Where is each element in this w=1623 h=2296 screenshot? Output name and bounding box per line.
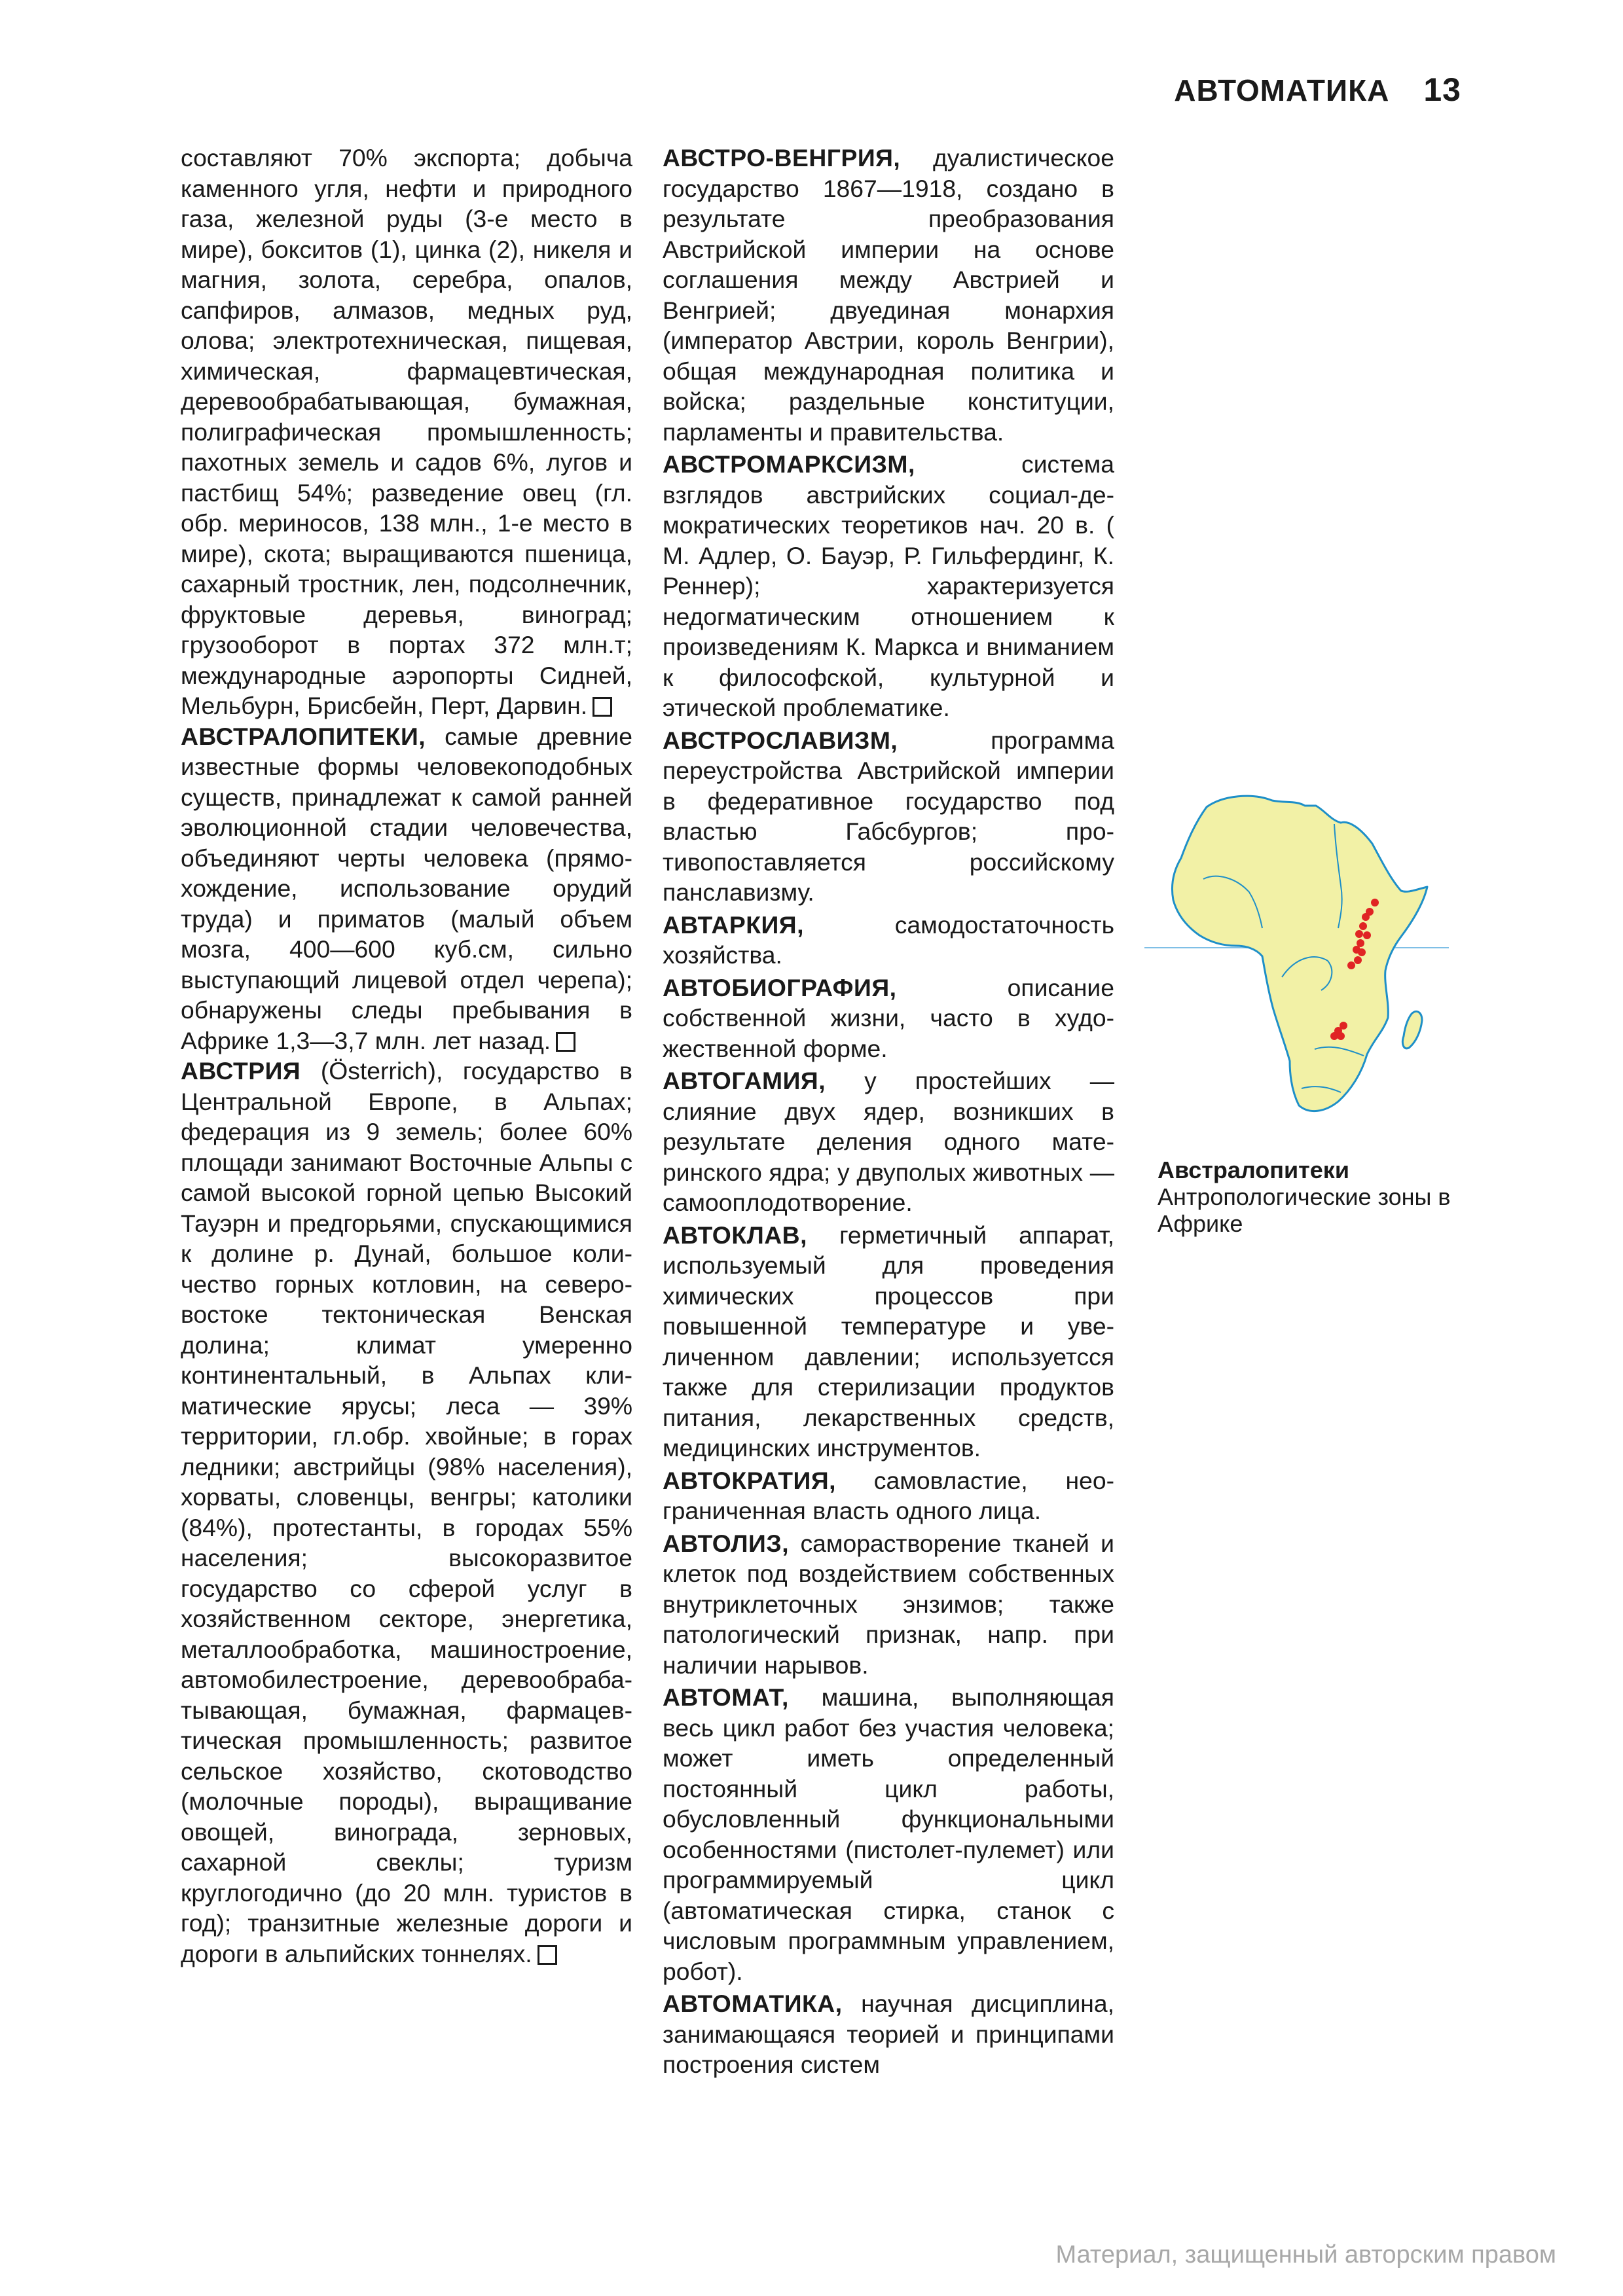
entry-text: самые древние известные формы человекоподобных существ, принадлежат к самой ранней эволюционной стадии человечества, объединяют черты человека (прямохождение, использование орудий труда) и приматов (малый объем мозга, 400—600 куб.см, сильно выступающий лицевой отдел черепа); обнаружены следы пребывания в Африке 1,3—3,7 млн. лет назад. [181, 722, 632, 1054]
site-marker [1354, 956, 1362, 964]
entry-autogamy [663, 1066, 1114, 1218]
entry-text: герметичный аппарат, используемый для проведения химических процессов при повышенной температуре и увеличенном давлении; используетсся также для стерилизации продуктов питания, лекарственных средств, медицинских инструментов. [663, 1221, 1114, 1462]
copyright-watermark: Материал, защищенный авторским правом [1055, 2241, 1556, 2269]
entry-headword: АВТАРКИЯ, [663, 910, 804, 939]
entry-end-mark [556, 1032, 575, 1052]
site-marker [1355, 930, 1363, 938]
entry-autocracy [663, 1465, 1114, 1526]
site-marker [1347, 961, 1355, 969]
entry-autarky [663, 910, 1114, 971]
entry-text: у простейших — слияние двух ядер, возникших в результате деления одного материнского ядра; у двуполых животных — самооплодотворение. [663, 1067, 1114, 1216]
entry-text: саморастворение тканей и клеток под воздействием собственных внутриклеточных энзимов; также патологический признак, напр. при наличии нарывов. [663, 1529, 1114, 1679]
entry-headword: АВСТРАЛОПИТЕКИ, [181, 722, 426, 750]
entry-austria [181, 1056, 632, 1969]
site-marker [1362, 913, 1370, 921]
text-column-left [181, 143, 632, 1969]
running-head [1174, 71, 1461, 109]
madagascar-island [1402, 1011, 1422, 1049]
page-number: 13 [1423, 71, 1461, 108]
entry-end-mark [593, 697, 612, 717]
entry-headword: АВСТРО-ВЕНГРИЯ, [663, 144, 901, 171]
entry-headword: АВТОМАТИКА, [663, 1990, 843, 2017]
site-marker [1357, 939, 1364, 947]
africa-map [1144, 781, 1459, 1134]
site-marker [1359, 922, 1367, 930]
entry-australopithecus [181, 721, 632, 1056]
entry-automatics [663, 1988, 1114, 2080]
running-head-title: АВТОМАТИКА [1174, 73, 1390, 107]
entry-headword: АВТОБИОГРАФИЯ, [663, 973, 897, 1001]
entry-headword: АВТОЛИЗ, [663, 1529, 790, 1557]
entry-text: самовластие, неограниченная власть одного лица. [663, 1466, 1114, 1524]
entry-headword: АВСТРОСЛАВИЗМ, [663, 726, 898, 754]
entry-text: описание собственной жизни, часто в художественной форме. [663, 973, 1114, 1062]
entry-text: дуалистическое государство 1867—1918, создано в результате преобразования Австрийской империи на основе соглашения между Австрией и Венгрией; двуединая монархия (император Австрии, король Венгрии), общая международная политика и войска; раздельные конституции, парламенты и правительства. [663, 144, 1114, 446]
entry-austria-hungary [663, 143, 1114, 447]
entry-text: (Österrich), государство в Центральной Европе, в Альпах; федерация из 9 земель; более 60% площади занимают Восточные Альпы с самой высокой горной цепью Высокий Тауэрн и предгорьями, спускающимися к долине р. Дунай, большое количество горных котловин, на северо-востоке тектоническая Венская долина; климат умеренно континентальный, в Альпах климатические ярусы; леса — 39% территории, гл.обр. хвойные; в горах ледники; австрийцы (98% населения), хорваты, словенцы, венгры; католики (84%), протестанты, в городах 55% населения; высокоразвитое государство со сферой услуг в хозяйственном секторе, энергетика, металлообработка, машиностроение, автомобилестроение, деревообрабатывающая, бумажная, фармацевтическая промышленность; развитое сельское хозяйство, скотоводство (молочные породы), выращивание овощей, винограда, зерновых, сахарной свеклы; туризм круглогодично (до 20 млн. туристов в год); транзитные железные дороги и дороги в альпийских тоннелях. [181, 1057, 632, 1967]
entry-headword: АВТОКРАТИЯ, [663, 1466, 837, 1494]
site-marker [1358, 948, 1366, 956]
entry-text: научная дисциплина, занимающаяся теорией и принципами построения систем [663, 1990, 1114, 2078]
entry-australia-continued [181, 143, 632, 721]
entry-headword: АВСТРИЯ [181, 1057, 301, 1085]
entry-autolysis [663, 1528, 1114, 1681]
site-marker [1337, 1032, 1345, 1040]
africa-map-svg [1144, 781, 1459, 1134]
entry-autoclave [663, 1220, 1114, 1463]
africa-continent [1173, 796, 1428, 1111]
entry-austroslavism [663, 725, 1114, 908]
figure-caption-title: Австралопитеки [1158, 1157, 1349, 1183]
entry-austromarxism [663, 449, 1114, 723]
entry-text: самодостаточность хозяйства. [663, 910, 1114, 969]
site-marker [1371, 899, 1379, 906]
entry-text: система взглядов австрийских социал-демократических теоретиков нач. 20 в. ( М. Адлер, О. Бауэр, Р. Гильфердинг, К. Реннер); характеризуется недогматическим отношением к произведениям К. Маркса и вниманием к философской, культурной и этической проблематике. [663, 450, 1114, 721]
entry-headword: АВТОГАМИЯ, [663, 1067, 826, 1094]
entry-headword: АВСТРОМАРКСИЗМ, [663, 450, 915, 478]
entry-text: машина, выполняющая весь цикл работ без участия человека; может иметь определенный постоянный цикл работы, обусловленный функциональными особенностями (пистолет-пулемет) или программируемый цикл (автоматическая стирка, станок с числовым программным управлением, робот). [663, 1683, 1114, 1985]
entry-text: программа переустройства Австрийской империи в федеративное государство под властью Габсбургов; противопоставляется российскому панславизму. [663, 726, 1114, 906]
figure-caption-text: Антропологические зоны в Африке [1158, 1183, 1451, 1237]
text-column-middle [663, 143, 1114, 2080]
entry-automaton [663, 1682, 1114, 1986]
entry-autobiography [663, 973, 1114, 1064]
entry-headword: АВТОКЛАВ, [663, 1221, 807, 1249]
entry-text: составляют 70% экспорта; добыча каменного угля, нефти и природного газа, железной руды (3-е место в мире), бокситов (1), цинка (2), никеля и магния, золота, серебра, опалов, сапфиров, алмазов, медных руд, олова; электротехническая, пищевая, химическая, фармацевтическая, деревообрабатывающая, бумажная, полиграфическая промышленность; пахотных земель и садов 6%, лугов и пастбищ 54%; разведение овец (гл. обр. мериносов, 138 млн., 1-е место в мире), скота; выращиваются пшеница, сахарный тростник, лен, подсолнечник, фруктовые деревья, виноград; грузооборот в портах 372 млн.т; международные аэропорты Сидней, Мельбурн, Брисбейн, Перт, Дарвин. [181, 144, 632, 719]
entry-end-mark [538, 1945, 557, 1965]
site-marker [1363, 931, 1371, 939]
entry-headword: АВТОМАТ, [663, 1683, 789, 1711]
figure-caption [1158, 1157, 1465, 1237]
